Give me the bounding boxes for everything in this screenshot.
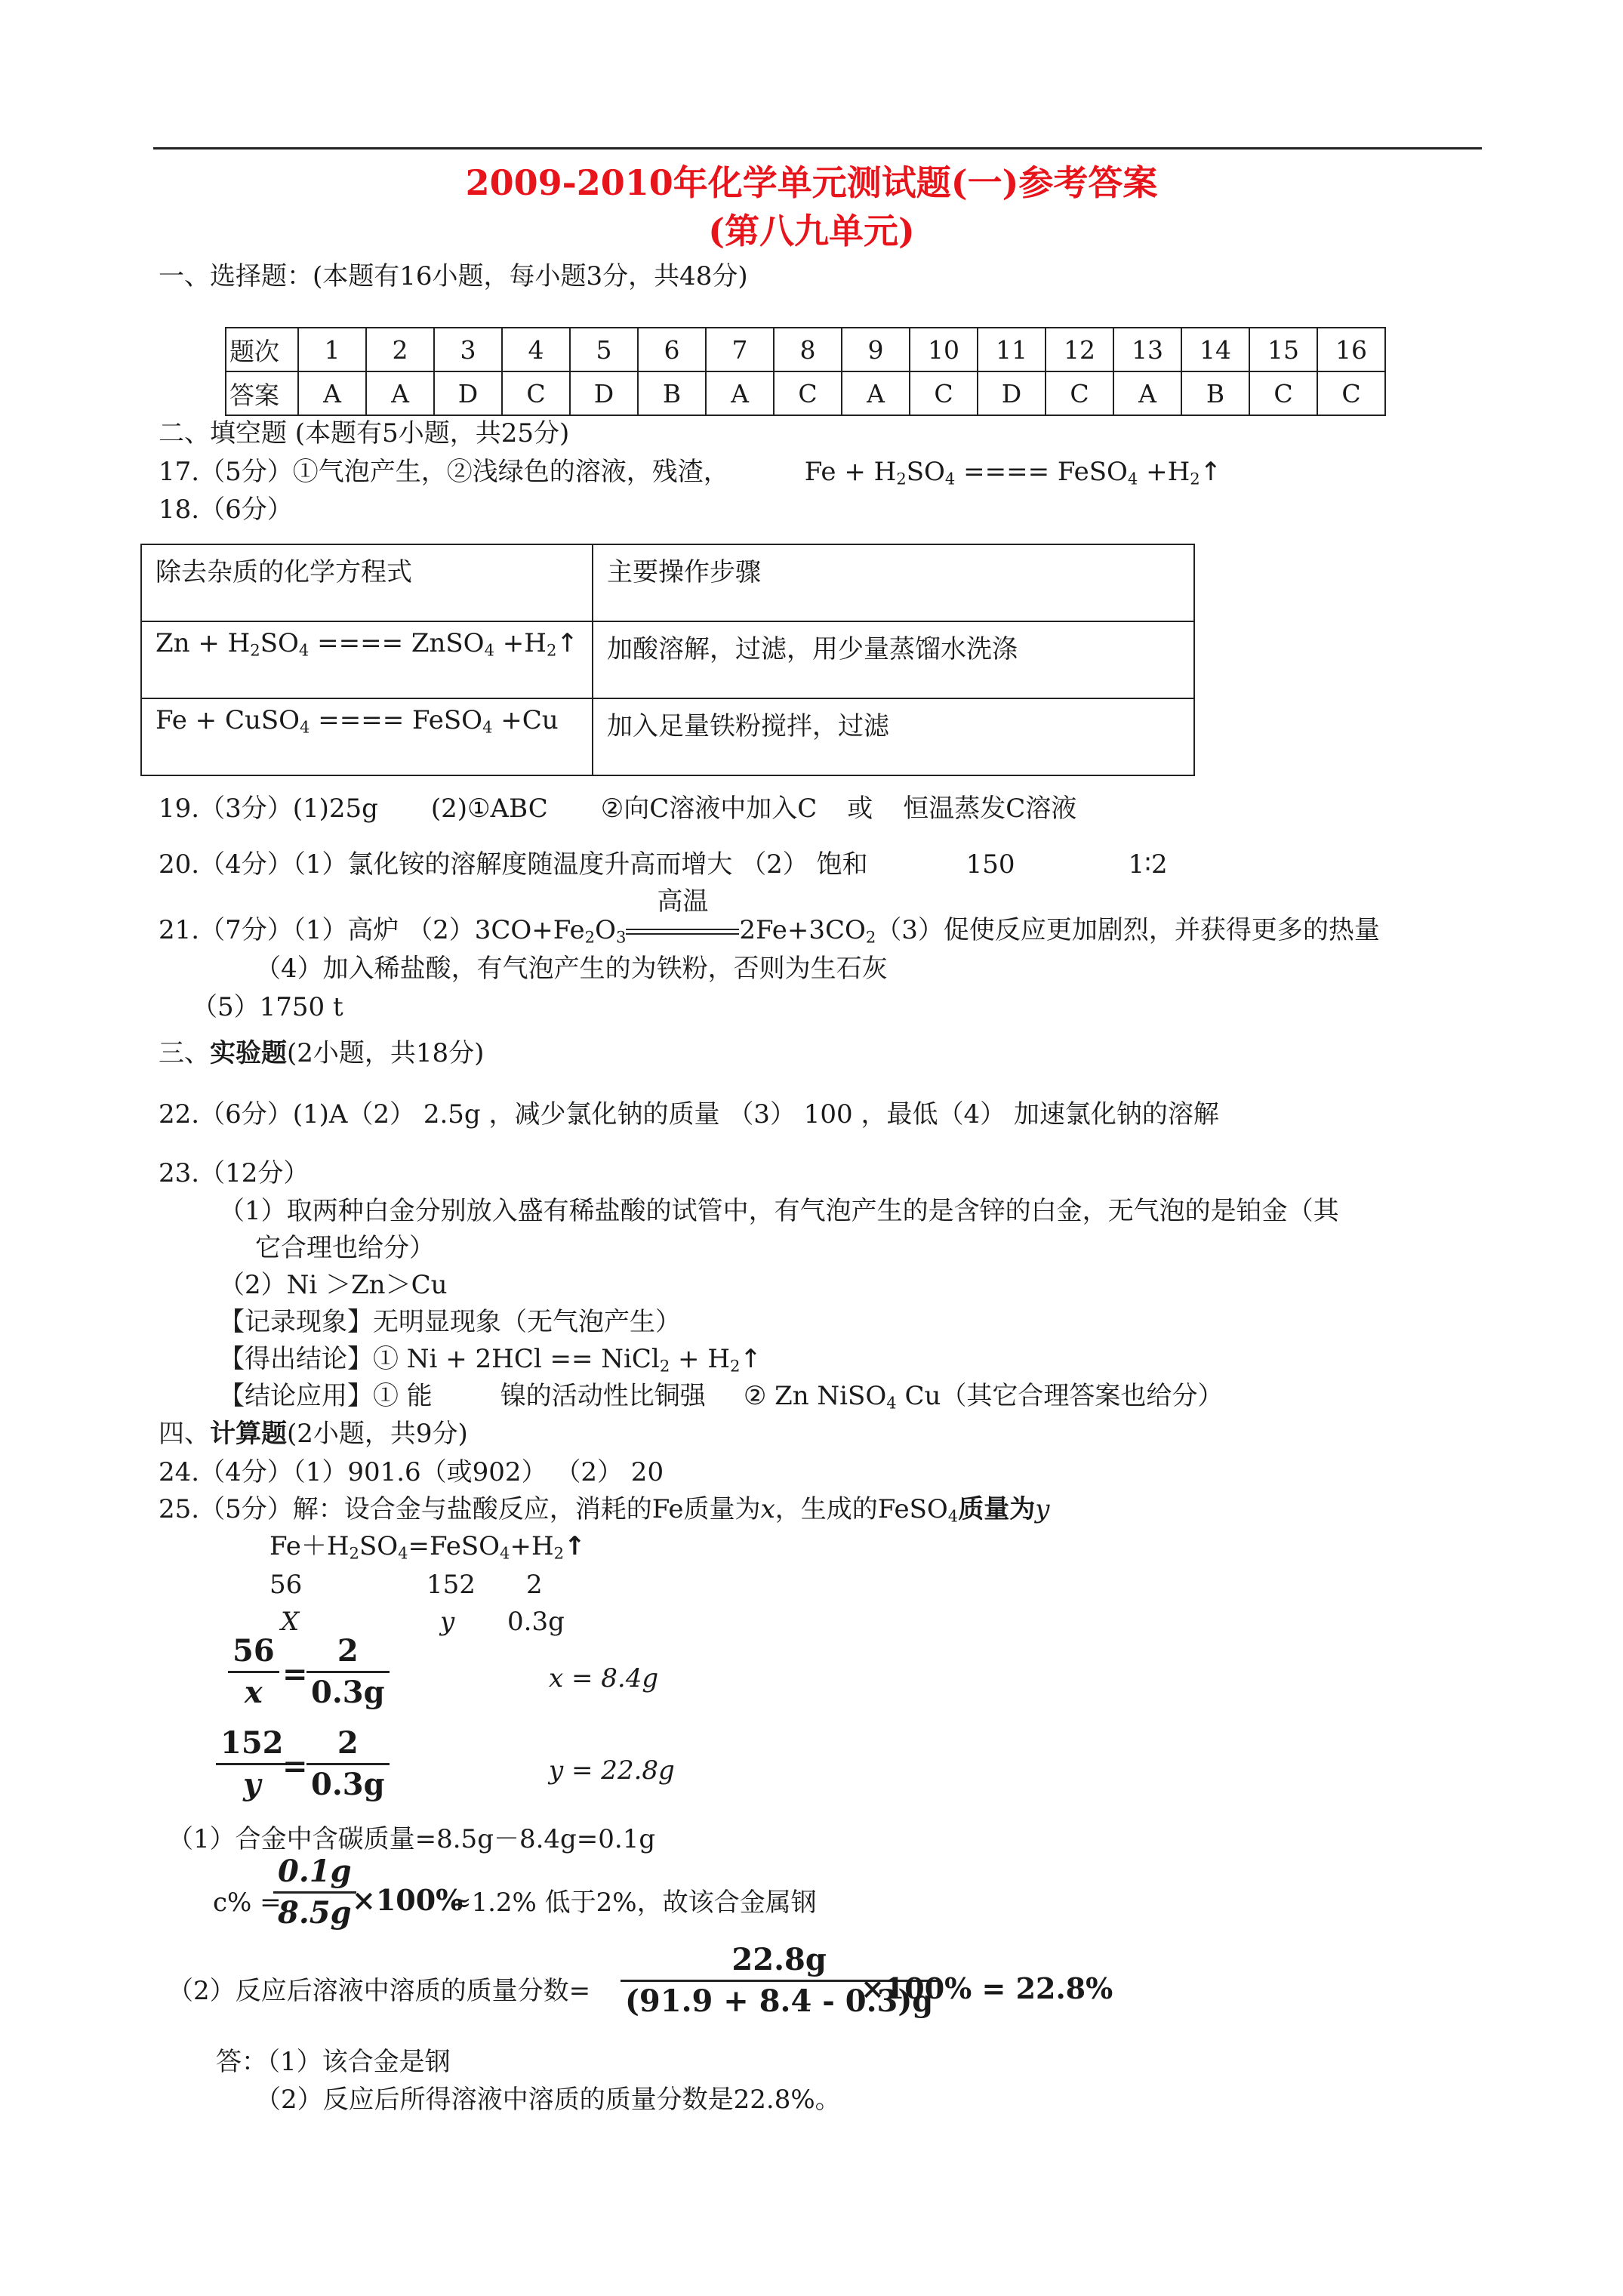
q25-equation	[269, 1529, 586, 1564]
q21-part: （3）促使反应更加剧烈，并获得更多的热量	[876, 915, 1380, 945]
q25-fraction-2-right	[306, 1724, 390, 1804]
q25-carbon-mass: （1）合金中含碳质量=8.5g－8.4g=0.1g	[168, 1824, 656, 1854]
section-info: (2小题，共9分)	[287, 1419, 468, 1449]
variable-x: x	[760, 1494, 775, 1524]
subscript: 2	[1190, 469, 1200, 488]
subscript: 3	[615, 927, 627, 947]
q20-part: 1∶2	[1128, 849, 1168, 880]
q20-line	[159, 847, 1168, 882]
q23-part: Cu（其它合理答案也给分）	[896, 1381, 1224, 1411]
q25-part: 25.（5分）解：设合金与盐酸反应，消耗的Fe质量为	[159, 1494, 761, 1524]
q23-label: 23.（12分）	[159, 1158, 310, 1188]
equation-part: SO	[260, 628, 299, 658]
q23-part: 【得出结论】① Ni + 2HCl == NiCl	[219, 1344, 660, 1374]
grid-cell: C	[502, 371, 570, 415]
q23-part: 镍的活动性比铜强	[500, 1381, 706, 1411]
q25-mass-result: ×100% = 22.8%	[861, 1971, 1113, 2005]
table-header-equation: 除去杂质的化学方程式	[141, 544, 593, 621]
q21-part: 21.（7分）（1）高炉 （2）3CO+Fe	[159, 915, 585, 945]
subscript: 4	[300, 717, 310, 737]
q23-line-5	[219, 1342, 762, 1376]
denominator: x	[244, 1675, 263, 1710]
grid-cell: 4	[502, 328, 570, 371]
grid-cell: 11	[978, 328, 1046, 371]
equation-part: +H	[510, 1531, 554, 1561]
grid-cell: A	[842, 371, 910, 415]
q24-line: 24.（4分）（1）901.6（或902） （2） 20	[159, 1457, 664, 1487]
numerator: 0.1g	[278, 1854, 352, 1889]
q21-line-3: （5）1750 t	[192, 992, 343, 1022]
up-arrow-icon: ↑	[740, 1344, 762, 1374]
q25-fraction-1-left	[228, 1632, 279, 1712]
grid-cell: 8	[774, 328, 842, 371]
q25-answer-2: （2）反应后所得溶液中溶质的质量分数是22.8%。	[255, 2085, 841, 2115]
q25-fraction-1-right	[306, 1632, 390, 1712]
answer-grid	[225, 327, 1386, 416]
grid-cell: A	[366, 371, 434, 415]
q25-result-y: y = 22.8g	[549, 1755, 675, 1786]
numerator: 2	[337, 1725, 359, 1761]
subscript: 4	[482, 717, 493, 737]
denominator: 0.3g	[311, 1767, 385, 1802]
q19-part: (2)①ABC	[430, 794, 548, 824]
grid-cell: 12	[1046, 328, 1113, 371]
up-arrow-icon: ↑	[556, 628, 578, 658]
subscript: 4	[484, 640, 494, 660]
equation-part: ==== ZnSO	[309, 628, 485, 658]
table-row	[141, 621, 1194, 698]
section-info: (2小题，共18分)	[287, 1038, 485, 1068]
table-row	[141, 544, 1194, 621]
q23-line-1: （1）取两种白金分别放入盛有稀盐酸的试管中，有气泡产生的是含锌的白金，无气泡的是铂金（其	[219, 1196, 1339, 1226]
condition-label: 高温	[657, 886, 709, 917]
subscript: 4	[947, 1506, 959, 1526]
page-title: 2009-2010年化学单元测试题(一)参考答案	[465, 162, 1158, 203]
subscript: 4	[500, 1543, 510, 1563]
q19-part: 或	[847, 794, 873, 824]
section-number: 三、	[159, 1038, 210, 1068]
section-name: 计算题	[210, 1419, 287, 1449]
q23-line-3: （2）Ni ＞Zn＞Cu	[219, 1270, 448, 1300]
subscript: 4	[944, 469, 956, 488]
table-cell-step: 加酸溶解，过滤，用少量蒸馏水洗涤	[593, 621, 1194, 698]
section-1-heading: 一、选择题：(本题有16小题，每小题3分，共48分)	[159, 261, 748, 291]
subscript: 2	[250, 640, 260, 660]
q17-text: 17.（5分）①气泡产生，②浅绿色的溶液，残渣，	[159, 457, 729, 487]
numerator: 152	[220, 1725, 284, 1761]
table-header-steps: 主要操作步骤	[593, 544, 1194, 621]
q25-fraction-2-left	[216, 1724, 288, 1804]
grid-cell: 14	[1181, 328, 1249, 371]
subscript: 2	[659, 1356, 670, 1376]
equation-part: ==== FeSO	[955, 457, 1128, 487]
grid-row-answers	[226, 371, 1385, 415]
grid-cell: D	[434, 371, 502, 415]
subscript: 2	[730, 1356, 741, 1376]
grid-cell: 5	[570, 328, 638, 371]
grid-cell: B	[638, 371, 706, 415]
table-cell-equation	[141, 698, 593, 775]
impurity-table	[140, 544, 1195, 776]
up-arrow-icon: ↑	[564, 1531, 586, 1561]
equals-sign: =	[282, 1657, 308, 1692]
table-cell-step: 加入足量铁粉搅拌，过滤	[593, 698, 1194, 775]
subscript: 2	[546, 640, 557, 660]
table-row	[141, 698, 1194, 775]
grid-cell: D	[978, 371, 1046, 415]
q25-part: 质量为	[958, 1494, 1036, 1524]
grid-cell: C	[910, 371, 978, 415]
equation-part: Fe＋H	[269, 1531, 350, 1561]
q25-var-x: X	[281, 1607, 300, 1637]
grid-cell: 10	[910, 328, 978, 371]
section-number: 四、	[159, 1419, 210, 1449]
q21-part: O	[595, 915, 616, 945]
q25-var-h2: 0.3g	[507, 1607, 565, 1637]
grid-cell: 7	[706, 328, 774, 371]
q17-equation: Fe + H	[804, 457, 897, 487]
q23-part: 【结论应用】① 能	[219, 1381, 433, 1411]
q19-part: 19.（3分）(1)25g	[159, 794, 378, 824]
reaction-condition	[626, 886, 739, 948]
q22-line: 22.（6分）(1)A（2） 2.5g ，减少氯化钠的质量 （3） 100 ，最低（4） 加速氯化钠的溶解	[159, 1099, 1219, 1130]
q21-line-2: （4）加入稀盐酸，有气泡产生的为铁粉，否则为生石灰	[255, 954, 888, 984]
q23-line-6	[219, 1379, 1223, 1413]
subscript: 2	[584, 927, 596, 947]
grid-cell: A	[1113, 371, 1181, 415]
grid-cell: 6	[638, 328, 706, 371]
equation-part: Fe + CuSO	[156, 705, 300, 735]
section-2-heading: 二、填空题 (本题有5小题，共25分)	[159, 418, 570, 448]
q25-mass-2: 2	[526, 1570, 543, 1600]
grid-cell: 16	[1317, 328, 1385, 371]
section-name: 实验题	[210, 1038, 287, 1068]
grid-cell: 9	[842, 328, 910, 371]
q17-line	[159, 455, 1221, 489]
q20-part: 150	[965, 849, 1015, 880]
subscript: 4	[398, 1543, 408, 1563]
q25-carbon-prefix: c% =	[213, 1888, 282, 1918]
q19-part: ②向C溶液中加入C	[600, 794, 818, 824]
equation-part: ==== FeSO	[310, 705, 483, 735]
grid-row-label: 题次	[226, 328, 298, 371]
q25-intro	[159, 1492, 1049, 1527]
grid-row-label: 答案	[226, 371, 298, 415]
q19-part: 恒温蒸发C溶液	[903, 794, 1077, 824]
equation-part: Zn + H	[156, 628, 251, 658]
header-rule	[153, 147, 1482, 149]
grid-cell: C	[1046, 371, 1113, 415]
numerator: 2	[337, 1633, 359, 1669]
q18-label: 18.（6分）	[159, 495, 293, 525]
grid-cell: 15	[1249, 328, 1317, 371]
up-arrow-icon: ↑	[1200, 457, 1222, 487]
subscript: 4	[886, 1393, 897, 1413]
q23-part: + H	[670, 1344, 730, 1374]
q23-line-4: 【记录现象】无明显现象（无气泡产生）	[219, 1307, 681, 1337]
q25-carbon-fraction	[273, 1852, 356, 1933]
numerator: 22.8g	[731, 1942, 827, 1977]
equals-sign: =	[282, 1749, 308, 1784]
denominator: y	[243, 1767, 261, 1802]
numerator: 56	[233, 1633, 275, 1669]
q23-line-2: 它合理也给分）	[255, 1233, 435, 1263]
q25-fraction-prefix: （2）反应后溶液中溶质的质量分数=	[168, 1976, 591, 2006]
denominator: 0.3g	[311, 1675, 385, 1710]
q25-part: ，生成的FeSO	[775, 1494, 948, 1524]
equation-part: +Cu	[492, 705, 559, 735]
grid-cell: C	[1249, 371, 1317, 415]
q25-carbon-result: ≈1.2% 低于2%，故该合金属钢	[450, 1888, 817, 1918]
q21-line-1	[159, 886, 1380, 948]
grid-cell: C	[1317, 371, 1385, 415]
q25-mass-152: 152	[427, 1570, 476, 1600]
subscript: 2	[349, 1543, 359, 1563]
subscript: 4	[1127, 469, 1138, 488]
q19-line	[159, 791, 1076, 826]
subscript: 4	[298, 640, 310, 660]
subscript: 2	[896, 469, 907, 488]
q25-var-y: y	[440, 1607, 455, 1637]
section-4-heading	[159, 1416, 468, 1451]
grid-cell: D	[570, 371, 638, 415]
grid-cell: A	[706, 371, 774, 415]
double-bar	[626, 929, 739, 935]
q23-part: ② Zn NiSO	[743, 1381, 887, 1411]
grid-cell: 1	[298, 328, 366, 371]
q25-answer-1: 答：（1）该合金是钢	[216, 2047, 451, 2077]
equation-part: +H	[1138, 457, 1190, 487]
grid-cell: 2	[366, 328, 434, 371]
subscript: 2	[865, 927, 876, 947]
grid-cell: 3	[434, 328, 502, 371]
equation-part: SO	[906, 457, 945, 487]
q25-mass-56: 56	[269, 1570, 303, 1600]
grid-cell: C	[774, 371, 842, 415]
grid-cell: A	[298, 371, 366, 415]
equation-part: SO	[359, 1531, 399, 1561]
q20-part: 20.（4分）（1）氯化铵的溶解度随温度升高而增大 （2） 饱和	[159, 849, 868, 880]
denominator: (91.9 + 8.4 - 0.3)g	[625, 1983, 934, 2019]
grid-cell: 13	[1113, 328, 1181, 371]
grid-row-numbers	[226, 328, 1385, 371]
section-3-heading	[159, 1036, 484, 1071]
q25-result-x: x = 8.4g	[549, 1663, 659, 1693]
grid-cell: B	[1181, 371, 1249, 415]
equation-part: =FeSO	[408, 1531, 500, 1561]
q25-carbon-mul: ×100%	[352, 1883, 463, 1917]
equation-part: +H	[494, 628, 547, 658]
page-subtitle: (第八九单元)	[708, 211, 915, 251]
denominator: 8.5g	[278, 1895, 352, 1931]
q21-part: 2Fe+3CO	[739, 915, 866, 945]
subscript: 2	[553, 1543, 565, 1563]
variable-y: y	[1035, 1494, 1050, 1524]
table-cell-equation	[141, 621, 593, 698]
